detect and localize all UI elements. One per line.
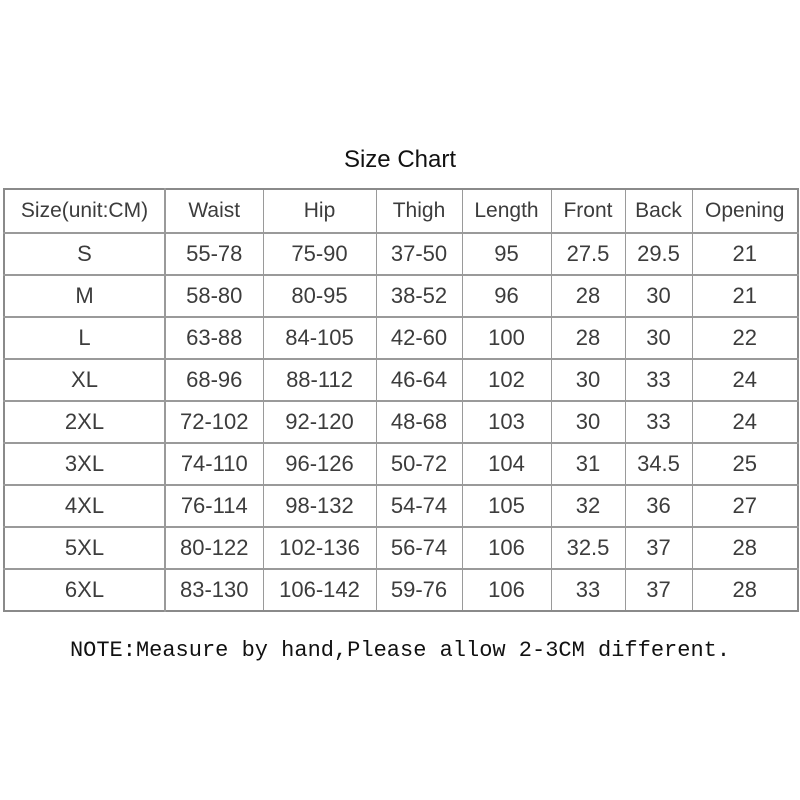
cell-back: 30 <box>625 275 692 317</box>
cell-length: 103 <box>462 401 551 443</box>
cell-hip: 80-95 <box>263 275 376 317</box>
table-row <box>4 401 798 443</box>
cell-waist: 63-88 <box>165 317 263 359</box>
cell-size: S <box>4 233 165 275</box>
table-row <box>4 359 798 401</box>
cell-thigh: 54-74 <box>376 485 462 527</box>
cell-opening: 25 <box>692 443 798 485</box>
table-row <box>4 527 798 569</box>
cell-size: 3XL <box>4 443 165 485</box>
cell-front: 28 <box>551 275 625 317</box>
table-row <box>4 485 798 527</box>
cell-opening: 28 <box>692 569 798 611</box>
cell-back: 37 <box>625 569 692 611</box>
cell-back: 37 <box>625 527 692 569</box>
cell-hip: 92-120 <box>263 401 376 443</box>
cell-length: 95 <box>462 233 551 275</box>
header-length: Length <box>462 189 551 233</box>
cell-waist: 80-122 <box>165 527 263 569</box>
cell-back: 34.5 <box>625 443 692 485</box>
header-thigh: Thigh <box>376 189 462 233</box>
header-back: Back <box>625 189 692 233</box>
table-row <box>4 233 798 275</box>
cell-opening: 27 <box>692 485 798 527</box>
cell-front: 30 <box>551 401 625 443</box>
header-opening: Opening <box>692 189 798 233</box>
cell-front: 33 <box>551 569 625 611</box>
cell-thigh: 59-76 <box>376 569 462 611</box>
table-body <box>4 233 798 611</box>
cell-opening: 21 <box>692 275 798 317</box>
table-header-row <box>4 189 798 233</box>
cell-back: 36 <box>625 485 692 527</box>
cell-waist: 72-102 <box>165 401 263 443</box>
cell-size: 5XL <box>4 527 165 569</box>
cell-waist: 76-114 <box>165 485 263 527</box>
cell-hip: 88-112 <box>263 359 376 401</box>
table-row <box>4 317 798 359</box>
measurement-note: NOTE:Measure by hand,Please allow 2-3CM different. <box>69 638 731 663</box>
cell-length: 102 <box>462 359 551 401</box>
cell-back: 29.5 <box>625 233 692 275</box>
header-size: Size(unit:CM) <box>4 189 165 233</box>
table-row <box>4 275 798 317</box>
cell-opening: 21 <box>692 233 798 275</box>
cell-waist: 68-96 <box>165 359 263 401</box>
cell-length: 106 <box>462 569 551 611</box>
cell-front: 31 <box>551 443 625 485</box>
cell-front: 27.5 <box>551 233 625 275</box>
cell-thigh: 46-64 <box>376 359 462 401</box>
cell-size: L <box>4 317 165 359</box>
cell-length: 104 <box>462 443 551 485</box>
cell-thigh: 37-50 <box>376 233 462 275</box>
cell-hip: 106-142 <box>263 569 376 611</box>
cell-hip: 84-105 <box>263 317 376 359</box>
cell-hip: 102-136 <box>263 527 376 569</box>
cell-front: 32 <box>551 485 625 527</box>
cell-thigh: 48-68 <box>376 401 462 443</box>
cell-waist: 83-130 <box>165 569 263 611</box>
cell-hip: 75-90 <box>263 233 376 275</box>
cell-hip: 98-132 <box>263 485 376 527</box>
cell-length: 100 <box>462 317 551 359</box>
cell-front: 32.5 <box>551 527 625 569</box>
cell-size: 6XL <box>4 569 165 611</box>
table-row <box>4 569 798 611</box>
cell-front: 30 <box>551 359 625 401</box>
cell-size: 2XL <box>4 401 165 443</box>
cell-thigh: 50-72 <box>376 443 462 485</box>
cell-waist: 74-110 <box>165 443 263 485</box>
cell-opening: 22 <box>692 317 798 359</box>
cell-thigh: 38-52 <box>376 275 462 317</box>
cell-hip: 96-126 <box>263 443 376 485</box>
cell-opening: 28 <box>692 527 798 569</box>
cell-opening: 24 <box>692 359 798 401</box>
cell-thigh: 42-60 <box>376 317 462 359</box>
table-row <box>4 443 798 485</box>
header-front: Front <box>551 189 625 233</box>
cell-length: 96 <box>462 275 551 317</box>
cell-waist: 55-78 <box>165 233 263 275</box>
cell-back: 33 <box>625 359 692 401</box>
cell-size: M <box>4 275 165 317</box>
cell-length: 105 <box>462 485 551 527</box>
cell-opening: 24 <box>692 401 798 443</box>
header-waist: Waist <box>165 189 263 233</box>
cell-size: XL <box>4 359 165 401</box>
cell-thigh: 56-74 <box>376 527 462 569</box>
cell-back: 30 <box>625 317 692 359</box>
header-hip: Hip <box>263 189 376 233</box>
cell-waist: 58-80 <box>165 275 263 317</box>
chart-title: Size Chart <box>343 146 457 173</box>
size-chart-table <box>3 188 799 612</box>
cell-length: 106 <box>462 527 551 569</box>
cell-size: 4XL <box>4 485 165 527</box>
cell-back: 33 <box>625 401 692 443</box>
cell-front: 28 <box>551 317 625 359</box>
